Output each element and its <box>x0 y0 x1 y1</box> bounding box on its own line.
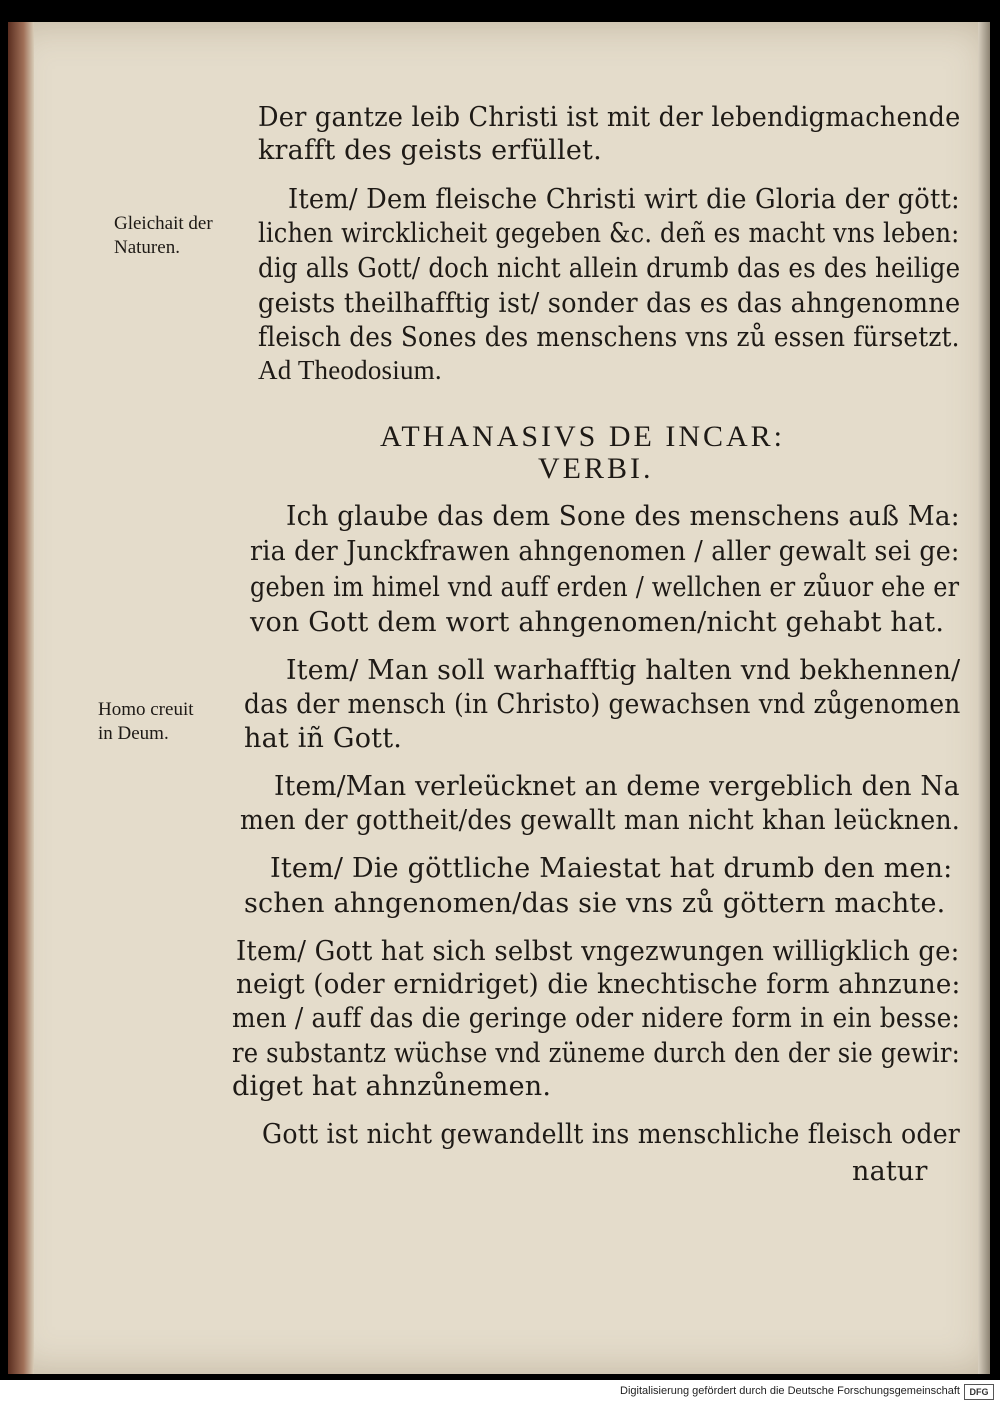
text-line: diget hat ahnzůnemen. <box>232 1071 552 1102</box>
text-line: Item/ Gott hat sich selbst vngezwungen willigklich ge: <box>236 936 960 967</box>
text-line: men / auff das die geringe oder nidere form in ein besse: <box>232 1003 961 1034</box>
text-line: Item/ Die göttliche Maiestat hat drumb den men: <box>270 853 953 884</box>
text-line: krafft des geists erfüllet. <box>258 135 602 166</box>
text-line: das der mensch (in Christo) gewachsen vnd zůgenomen <box>244 689 961 720</box>
margin-note: Gleichait der <box>114 213 213 234</box>
text-line: re substantz wüchse vnd züneme durch den der sie gewir: <box>232 1038 960 1069</box>
text-line: neigt (oder ernidriget) die knechtische form ahnzune: <box>236 969 961 1000</box>
text-line: men der gottheit/des gewallt man nicht khan leücknen. <box>240 805 961 836</box>
page-edge <box>978 22 990 1374</box>
text-line: lichen wircklicheit gegeben &c. deñ es macht vns leben: <box>258 218 960 249</box>
text-line: Item/ Dem fleische Christi wirt die Gloria der gött: <box>288 184 960 215</box>
text-line: Gott ist nicht gewandellt ins menschliche fleisch oder <box>262 1119 961 1150</box>
text-line: ria der Junckfrawen ahngenomen / aller gewalt sei ge: <box>250 536 960 567</box>
text-line: von Gott dem wort ahngenomen/nicht gehabt hat. <box>250 607 945 638</box>
footer-credit: Digitalisierung gefördert durch die Deutsche Forschungsgemeinschaft <box>620 1385 960 1397</box>
margin-note: in Deum. <box>98 723 169 744</box>
text-line: Der gantze leib Christi ist mit der lebendigmachende <box>258 102 961 133</box>
dfg-logo: DFG <box>964 1384 994 1400</box>
margin-note: Naturen. <box>114 237 180 258</box>
text-line: Item/ Man soll warhafftig halten vnd bekhennen/ <box>286 655 961 686</box>
text-line: Ad Theodosium. <box>258 355 442 385</box>
text-line: geben im himel vnd auff erden / wellchen er zůuor ehe er <box>250 572 960 603</box>
text-line: Item/Man verleücknet an deme vergeblich den Na <box>274 771 960 802</box>
catchword: natur <box>852 1156 928 1187</box>
footer-bar <box>0 1380 1000 1404</box>
margin-note: Homo creuit <box>98 699 194 720</box>
text-line: schen ahngenomen/das sie vns zů göttern machte. <box>244 888 946 919</box>
section-heading: VERBI. <box>538 452 654 485</box>
text-line: dig alls Gott/ doch nicht allein drumb das es des heilige <box>258 253 961 284</box>
text-line: fleisch des Sones des menschens vns zů essen fürsetzt. <box>258 322 960 353</box>
text-line: hat iñ Gott. <box>244 723 403 754</box>
text-line: Ich glaube das dem Sone des menschens auß Ma: <box>286 501 960 532</box>
text-line: geists theilhafftig ist/ sonder das es das ahngenomne <box>258 288 961 319</box>
book-spine <box>8 22 34 1374</box>
section-heading: ATHANASIVS DE INCAR: <box>380 420 786 453</box>
